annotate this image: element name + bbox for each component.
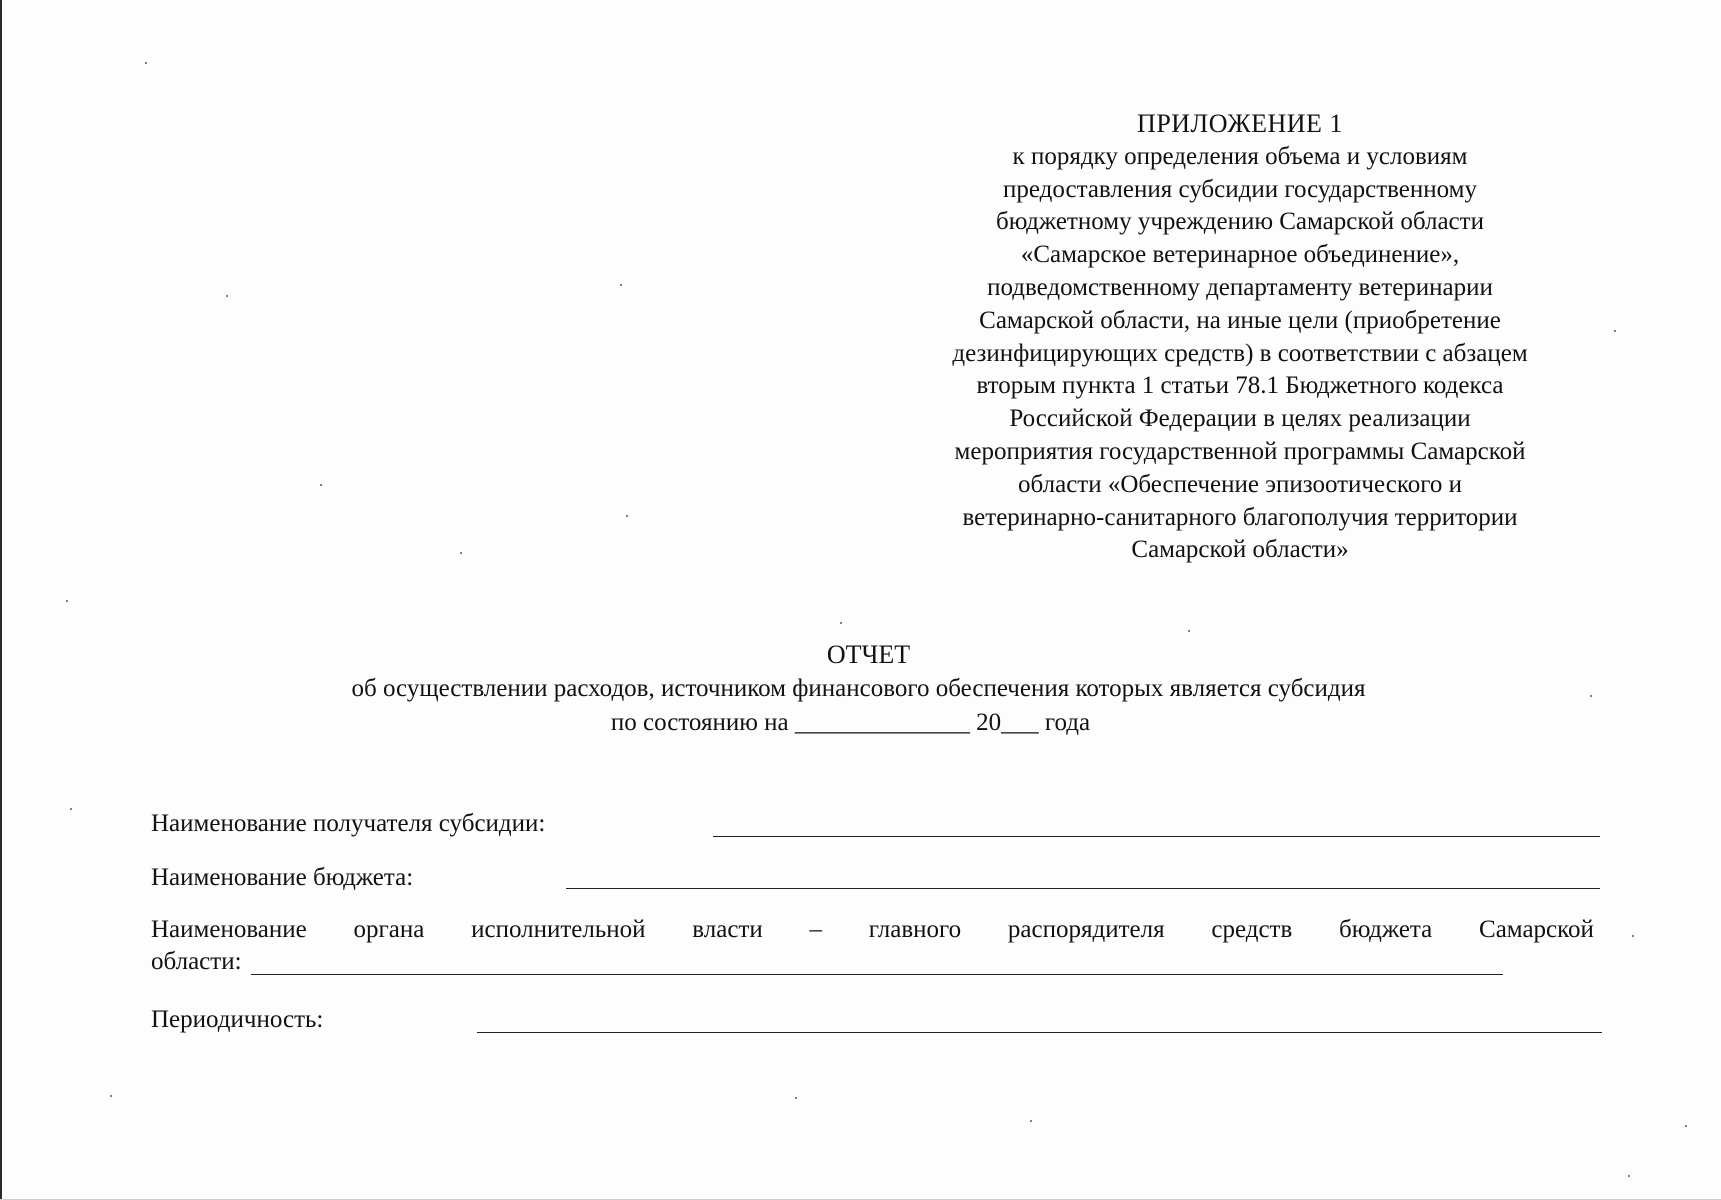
scan-speckle <box>1628 1175 1630 1177</box>
scan-speckle <box>795 1097 797 1099</box>
appendix-line: Российской Федерации в целях реализации <box>1009 405 1471 433</box>
appendix-heading: ПРИЛОЖЕНИЕ 1 <box>1137 109 1343 138</box>
report-subtitle: об осуществлении расходов, источником финансового обеспечения которых является субсидия <box>351 675 1366 702</box>
appendix-block <box>890 108 1590 567</box>
appendix-line: предоставления субсидии государственному <box>1003 175 1477 203</box>
authority-word: – <box>809 916 823 943</box>
appendix-line: области «Обеспечение эпизоотического и <box>1018 470 1462 498</box>
periodicity-label: Периодичность: <box>151 1006 324 1033</box>
scan-speckle <box>145 62 147 64</box>
appendix-line: дезинфицирующих средств) в соответствии с абзацем <box>952 339 1528 367</box>
authority-word: главного <box>868 916 962 943</box>
appendix-line: мероприятия государственной программы Самарской <box>954 437 1526 465</box>
appendix-line: подведомственному департаменту ветеринарии <box>987 273 1493 301</box>
budget-fill-line[interactable] <box>566 888 1600 889</box>
recipient-field <box>151 810 1601 844</box>
authority-field <box>151 916 1601 982</box>
recipient-label: Наименование получателя субсидии: <box>151 810 546 837</box>
appendix-line: Самарской области» <box>1131 536 1349 564</box>
authority-label-continued: области: <box>151 948 242 975</box>
form-fields <box>151 810 1601 1040</box>
authority-word: бюджета <box>1339 916 1433 943</box>
report-title: ОТЧЕТ <box>826 640 911 669</box>
scan-speckle <box>110 1095 112 1097</box>
scan-speckle <box>1030 1120 1032 1122</box>
budget-field <box>151 864 1601 898</box>
scan-speckle <box>1632 935 1634 937</box>
scan-speckle <box>1685 1125 1687 1127</box>
appendix-line: к порядку определения объема и условиям <box>1012 142 1468 170</box>
authority-word: Самарской <box>1479 916 1594 943</box>
report-title-block <box>0 638 1721 740</box>
scan-speckle <box>70 808 72 810</box>
report-date-line: по состоянию на ______________ 20___ года <box>610 709 1091 736</box>
authority-word: распорядителя <box>1007 916 1165 943</box>
scan-speckle <box>460 552 462 554</box>
scan-speckle <box>320 484 322 486</box>
appendix-line: вторым пункта 1 статьи 78.1 Бюджетного кодекса <box>976 372 1504 400</box>
scan-speckle <box>1614 330 1616 332</box>
authority-word: власти <box>692 916 763 943</box>
appendix-line: Самарской области, на иные цели (приобретение <box>979 306 1501 334</box>
appendix-line: «Самарское ветеринарное объединение», <box>1020 241 1460 269</box>
scan-speckle <box>626 515 628 517</box>
appendix-line: ветеринарно-санитарного благополучия территории <box>962 503 1518 531</box>
periodicity-fill-line[interactable] <box>477 1032 1602 1033</box>
authority-fill-line[interactable] <box>251 974 1503 975</box>
authority-word: органа <box>353 916 425 943</box>
authority-word: исполнительной <box>471 916 646 943</box>
periodicity-field <box>151 1006 1601 1040</box>
budget-label: Наименование бюджета: <box>151 864 414 891</box>
scan-speckle <box>66 600 68 602</box>
authority-label <box>151 916 1594 944</box>
scan-speckle <box>1188 630 1190 632</box>
appendix-line: бюджетному учреждению Самарской области <box>996 208 1484 236</box>
recipient-fill-line[interactable] <box>713 836 1600 837</box>
authority-word: Наименование <box>151 916 307 943</box>
scan-speckle <box>226 295 228 297</box>
scan-speckle <box>620 284 622 286</box>
scan-left-edge <box>0 0 2 1200</box>
scan-speckle <box>1590 695 1592 697</box>
scan-speckle <box>840 622 842 624</box>
authority-word: средств <box>1211 916 1293 943</box>
